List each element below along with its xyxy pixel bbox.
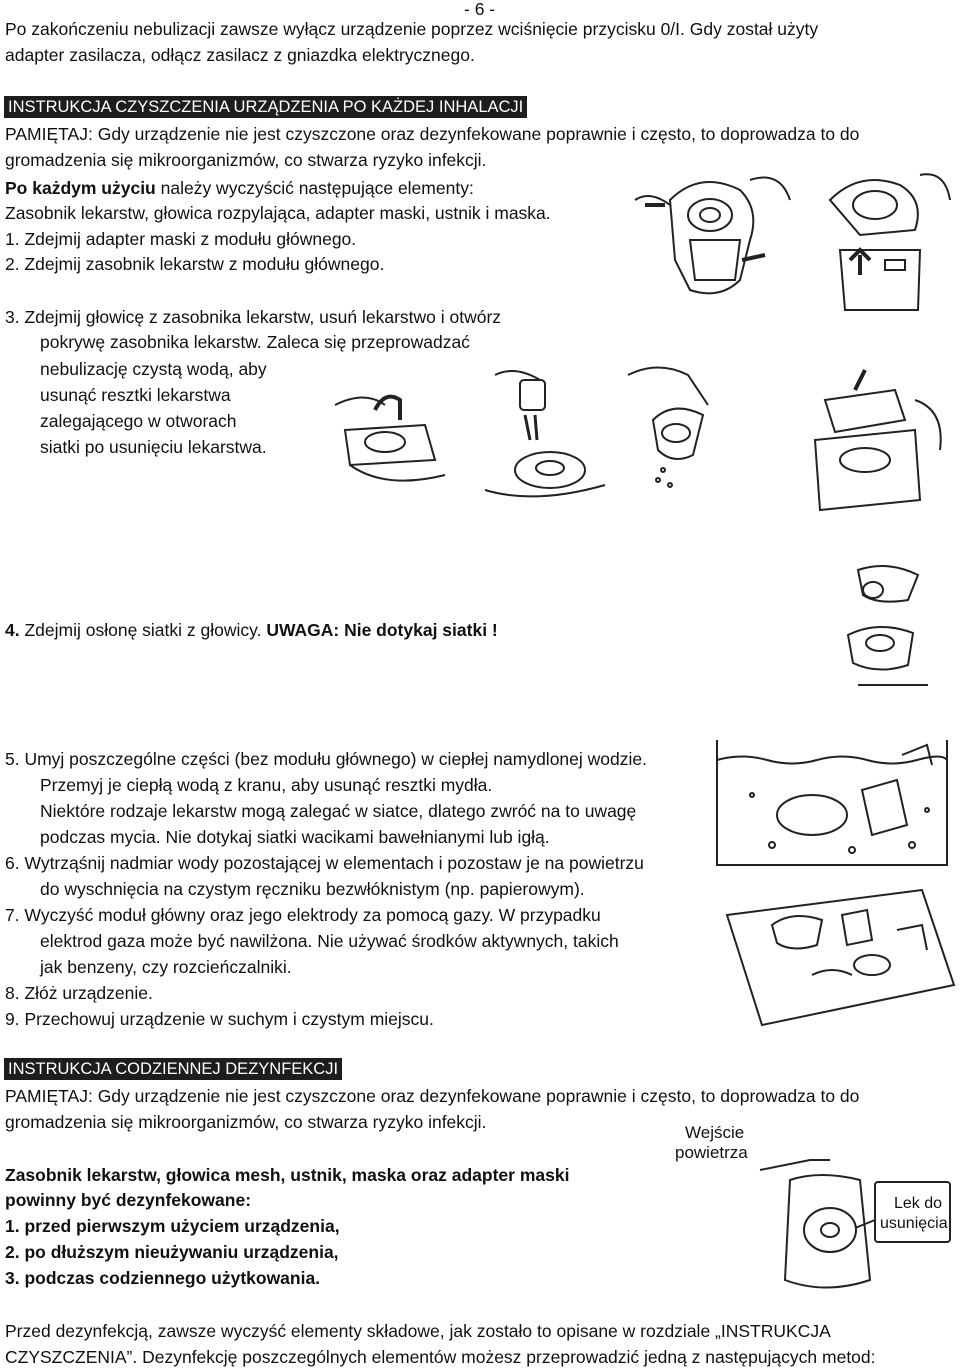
step-4-text: Zdejmij osłonę siatki z głowicy. (19, 620, 267, 640)
cleaning-heading: INSTRUKCJA CZYSZCZENIA URZĄDZENIA PO KAŻDEJ INHALACJI (4, 96, 527, 118)
step-3-line-3: nebulizację czystą wodą, aby (40, 359, 267, 379)
step-9: 9. Przechowuj urządzenie w suchym i czystym miejscu. (5, 1009, 434, 1029)
step-4-warning: UWAGA: Nie dotykaj siatki ! (266, 620, 498, 640)
disinfection-bold-line-1 (5, 1164, 569, 1186)
remember-label: PAMIĘTAJ: (5, 124, 93, 144)
disinfection-remember-line-2: gromadzenia się mikroorganizmów, co stwarza ryzyko infekcji. (5, 1112, 487, 1132)
step-3-line-4: usunąć resztki lekarstwa (40, 385, 231, 405)
step-2: 2. Zdejmij zasobnik lekarstw z modułu głównego. (5, 254, 385, 274)
remove-head-illustration (465, 360, 615, 505)
bold-text: 3. podczas codziennego użytkowania. (5, 1268, 321, 1288)
step-3-line-2: pokrywę zasobnika lekarstw. Zaleca się przeprowadzać (40, 332, 470, 352)
step-6-line-1: 6. Wytrząśnij nadmiar wody pozostającej w elementach i pozostaw je na powietrzu (5, 853, 644, 873)
elements-line: Zasobnik lekarstw, głowica rozpylająca, adapter maski, ustnik i maska. (5, 203, 551, 223)
bold-text: powinny być dezynfekowane: (5, 1190, 252, 1210)
closing-line-1: Przed dezynfekcją, zawsze wyczyść elementy składowe, jak zostało to opisane w rozdziale „INSTRUKCJA (5, 1321, 831, 1341)
pour-out-illustration (618, 355, 748, 495)
remove-container-illustration (800, 160, 955, 325)
med-removal-label-1: Lek do (894, 1195, 943, 1212)
disinfection-heading: INSTRUKCJA CODZIENNEJ DEZYNFEKCJI (4, 1058, 342, 1080)
step-5-line-2: Przemyj je ciepłą wodą z kranu, aby usunąć resztki mydła. (40, 775, 493, 795)
step-8: 8. Złóż urządzenie. (5, 983, 153, 1003)
disinfection-item-3 (5, 1267, 320, 1289)
step-5-line-4: podczas mycia. Nie dotykaj siatki wacikami bawełnianymi lub igłą. (40, 827, 550, 847)
drying-towel-illustration (722, 875, 957, 1030)
step-7-line-2: elektrod gaza może być nawilżona. Nie używać środków aktywnych, takich (40, 931, 619, 951)
bold-text: 2. po dłuższym nieużywaniu urządzenia, (5, 1242, 339, 1262)
closing-line-2: CZYSZCZENIA”. Dezynfekcję poszczególnych elementów możesz przeprowadzić jedną z następujących metod: (5, 1347, 876, 1367)
step-5-line-1: 5. Umyj poszczególne części (bez modułu głównego) w ciepłej namydlonej wodzie. (5, 749, 647, 769)
bold-text: 1. przed pierwszym użyciem urządzenia, (5, 1216, 340, 1236)
intro-line-1: Po zakończeniu nebulizacji zawsze wyłącz urządzenie poprzez wciśnięcie przycisku 0/I. Gdy został użyty (5, 19, 819, 39)
step-6-line-2: do wyschnięcia na czystym ręczniku bezwłóknistym (np. papierowym). (40, 879, 585, 899)
step-3-line-1: 3. Zdejmij głowicę z zasobnika lekarstw, usuń lekarstwo i otwórz (5, 307, 502, 327)
disinfection-item-2 (5, 1241, 339, 1263)
step-7-line-1: 7. Wyczyść moduł główny oraz jego elektrody za pomocą gazy. W przypadku (5, 905, 601, 925)
nebulize-water-illustration (795, 360, 955, 520)
open-cover-illustration (325, 370, 465, 500)
page-number: - 6 - (464, 0, 496, 19)
step-7-line-3: jak benzeny, czy rozcieńczalniki. (40, 957, 292, 977)
step-4 (5, 619, 498, 641)
remove-mask-adapter-illustration (630, 160, 795, 310)
after-use-bold: Po każdym użyciu (5, 178, 156, 198)
intro-line-2: adapter zasilacza, odłącz zasilacz z gniazdka elektrycznego. (5, 45, 475, 65)
disinfection-item-1 (5, 1215, 340, 1237)
disinfection-remember-line-1: PAMIĘTAJ: Gdy urządzenie nie jest czyszczone oraz dezynfekowane poprawnie i często, to doprowadza to do (5, 1086, 860, 1106)
step-1: 1. Zdejmij adapter maski z modułu głównego. (5, 229, 357, 249)
after-use-rest: należy wyczyścić następujące elementy: (155, 178, 474, 198)
cleaning-remember-line-2: gromadzenia się mikroorganizmów, co stwarza ryzyko infekcji. (5, 150, 487, 170)
mesh-cover-illustration (818, 555, 958, 690)
step-4-number: 4. (5, 620, 20, 640)
air-inlet-label-2: powietrza (675, 1143, 748, 1162)
step-3-line-5: zalegającego w otworach (40, 411, 237, 431)
step-5-line-3: Niektóre rodzaje lekarstw mogą zalegać w siatce, dlatego zwróć na to uwagę (40, 801, 637, 821)
after-use-line (5, 177, 474, 199)
remember-text: Gdy urządzenie nie jest czyszczone oraz dezynfekowane poprawnie i często, to doprowadza to do (92, 124, 860, 144)
step-3-line-6: siatki po usunięciu lekarstwa. (40, 437, 267, 457)
disinfection-bold-line-2 (5, 1189, 251, 1211)
washing-basin-illustration (712, 735, 952, 870)
bold-text: Zasobnik lekarstw, głowica mesh, ustnik, maska oraz adapter maski (5, 1165, 570, 1185)
air-inlet-label-1: Wejście (685, 1123, 745, 1142)
med-removal-label-2: usunięcia (880, 1215, 948, 1232)
cleaning-remember-line-1 (5, 123, 859, 145)
